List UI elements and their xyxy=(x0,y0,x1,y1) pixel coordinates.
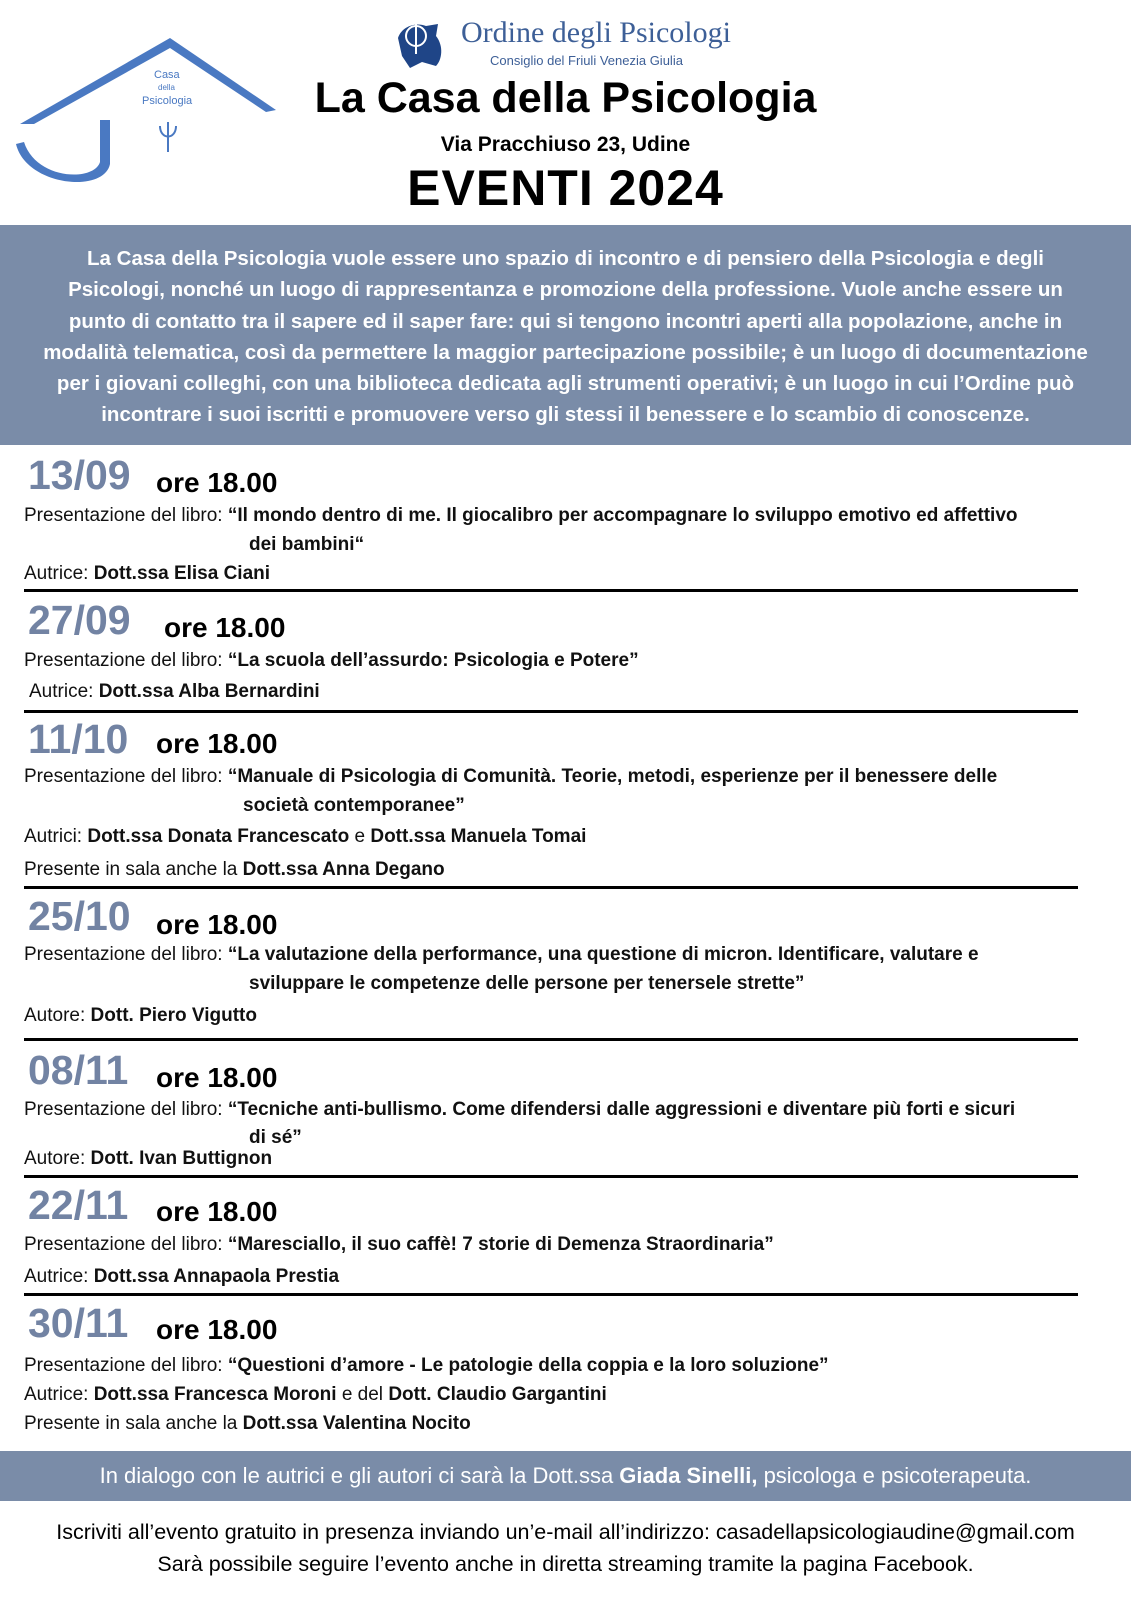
event-time: ore 18.00 xyxy=(156,728,278,759)
event-book-line xyxy=(24,1099,1015,1121)
event-date: 11/10 xyxy=(28,716,129,762)
event-divider xyxy=(24,886,1078,889)
author-name: Dott.ssa Francesca Moroni xyxy=(93,1384,337,1405)
author-label: Autrici: xyxy=(24,826,88,847)
streaming-note: Sarà possibile seguire l’evento anche in diretta streaming tramite la pagina Facebook. xyxy=(157,1552,974,1576)
event-author-line xyxy=(29,681,320,703)
event-date: 22/11 xyxy=(28,1182,129,1228)
event-book-line xyxy=(24,944,979,966)
event-time: ore 18.00 xyxy=(156,1196,278,1227)
moderator-text-post: psicologa e psicoterapeuta. xyxy=(757,1463,1032,1488)
author-label: Autrice: xyxy=(24,1266,94,1287)
event-guest-line xyxy=(24,1413,471,1435)
event-book-line xyxy=(24,766,997,788)
guest-label: Presente in sala anche la xyxy=(24,859,243,880)
author-label: Autrice: xyxy=(24,1384,94,1405)
event-date: 08/11 xyxy=(28,1047,129,1093)
book-title: “Manuale di Psicologia di Comunità. Teorie, metodi, esperienze per il benessere delle xyxy=(227,766,998,787)
author-label: Autore: xyxy=(24,1005,91,1026)
event-date: 13/09 xyxy=(28,452,131,498)
presentation-label: Presentazione del libro: xyxy=(24,1234,228,1255)
event-author-line xyxy=(24,1148,272,1170)
event-divider xyxy=(24,1175,1078,1178)
author-name: Dott.ssa Annapaola Prestia xyxy=(93,1266,340,1287)
logo-text-psicologia: Psicologia xyxy=(142,95,193,107)
event-divider xyxy=(24,1038,1078,1041)
event-time: ore 18.00 xyxy=(164,612,286,643)
ordine-psicologi-emblem-icon xyxy=(392,16,448,72)
book-title: “La valutazione della performance, una questione di micron. Identificare, valutare e xyxy=(227,944,979,965)
moderator-band xyxy=(0,1451,1131,1501)
event-date: 25/10 xyxy=(28,893,131,939)
intro-line: modalità telematica, così da permettere la maggior partecipazione possibile; è un luogo di documentazione xyxy=(43,340,1088,364)
presentation-label: Presentazione del libro: xyxy=(24,1355,228,1376)
presentation-label: Presentazione del libro: xyxy=(24,944,228,965)
event-book-line xyxy=(24,505,1018,527)
event-divider xyxy=(24,710,1078,713)
intro-band xyxy=(0,225,1131,445)
event-author-line xyxy=(24,1005,257,1027)
event-book-line xyxy=(24,1355,829,1377)
presentation-label: Presentazione del libro: xyxy=(24,1099,228,1120)
moderator-text-pre: In dialogo con le autrici e gli autori ci sarà la Dott.ssa xyxy=(99,1463,620,1488)
event-time: ore 18.00 xyxy=(156,909,278,940)
book-title: “Maresciallo, il suo caffè! 7 storie di Demenza Straordinaria” xyxy=(227,1234,774,1255)
book-title-continued: società contemporanee” xyxy=(243,795,465,816)
intro-line: Psicologi, nonché un luogo di rappresentanza e promozione della professione. Vuole anche essere un xyxy=(68,278,1063,302)
event-book-line xyxy=(24,650,639,672)
intro-line: per i giovani colleghi, con una biblioteca dedicata agli strumenti operativi; è un luogo in cui l’Ordine può xyxy=(56,372,1075,396)
logo-text-della: della xyxy=(158,83,175,92)
author-name: Dott.ssa Donata Francescato xyxy=(87,826,350,847)
page-title: La Casa della Psicologia xyxy=(314,74,817,122)
presentation-label: Presentazione del libro: xyxy=(24,650,228,671)
book-title: “Questioni d’amore - Le patologie della coppia e la loro soluzione” xyxy=(227,1355,829,1376)
author-joiner: e xyxy=(349,826,371,847)
author-name: Dott. Piero Vigutto xyxy=(90,1005,257,1026)
author-label: Autore: xyxy=(24,1148,91,1169)
event-time: ore 18.00 xyxy=(156,467,278,498)
event-date: 30/11 xyxy=(28,1300,129,1346)
author-joiner: e del xyxy=(336,1384,389,1405)
logo-text-casa: Casa xyxy=(154,69,180,81)
author-name: Dott.ssa Elisa Ciani xyxy=(93,563,271,584)
event-date: 27/09 xyxy=(28,597,131,643)
book-title-continued: sviluppare le competenze delle persone per tenersele strette” xyxy=(249,973,805,994)
author-name: Dott. Ivan Buttignon xyxy=(90,1148,273,1169)
event-book-line xyxy=(24,1234,774,1256)
events-heading: EVENTI 2024 xyxy=(407,160,724,216)
event-author-line xyxy=(24,826,586,848)
presentation-label: Presentazione del libro: xyxy=(24,505,228,526)
book-title: “La scuola dell’assurdo: Psicologia e Potere” xyxy=(227,650,639,671)
guest-name: Dott.ssa Anna Degano xyxy=(242,859,445,880)
author-label: Autrice: xyxy=(24,563,94,584)
book-title: “Tecniche anti-bullismo. Come difendersi dalle aggressioni e diventare più forti e sicuri xyxy=(227,1099,1016,1120)
event-divider xyxy=(24,1293,1078,1296)
presentation-label: Presentazione del libro: xyxy=(24,766,228,787)
registration-note: Iscriviti all’evento gratuito in presenza inviando un’e-mail all’indirizzo: casadellapsicologiaudine@gmail.com xyxy=(56,1520,1075,1544)
book-title: “Il mondo dentro di me. Il giocalibro per accompagnare lo sviluppo emotivo ed affettivo xyxy=(227,505,1018,526)
guest-name: Dott.ssa Valentina Nocito xyxy=(242,1413,471,1434)
event-author-line xyxy=(24,1266,339,1288)
event-time: ore 18.00 xyxy=(156,1314,278,1345)
book-title-continued: di sé” xyxy=(249,1127,302,1148)
order-subtitle: Consiglio del Friuli Venezia Giulia xyxy=(490,53,683,68)
guest-label: Presente in sala anche la xyxy=(24,1413,243,1434)
intro-line: punto di contatto tra il sapere ed il saper fare: qui si tengono incontri aperti alla popolazione, anche in xyxy=(68,309,1063,333)
intro-line: incontrare i suoi iscritti e promuovere verso gli stessi il benessere e lo scambio di conoscenze. xyxy=(101,403,1030,427)
author-name-2: Dott.ssa Manuela Tomai xyxy=(370,826,587,847)
order-name: Ordine degli Psicologi xyxy=(461,16,731,49)
event-author-line xyxy=(24,1384,607,1406)
author-name: Dott.ssa Alba Bernardini xyxy=(98,681,320,702)
address: Via Pracchiuso 23, Udine xyxy=(440,133,691,156)
event-guest-line xyxy=(24,859,445,881)
event-divider xyxy=(24,589,1078,592)
book-title-continued: dei bambini“ xyxy=(249,534,365,555)
author-label: Autrice: xyxy=(29,681,99,702)
author-name-2: Dott. Claudio Gargantini xyxy=(388,1384,607,1405)
event-time: ore 18.00 xyxy=(156,1062,278,1093)
intro-line: La Casa della Psicologia vuole essere uno spazio di incontro e di pensiero della Psicologia e degli xyxy=(87,247,1044,270)
moderator-name: Giada Sinelli, xyxy=(619,1463,758,1488)
event-author-line xyxy=(24,563,270,585)
